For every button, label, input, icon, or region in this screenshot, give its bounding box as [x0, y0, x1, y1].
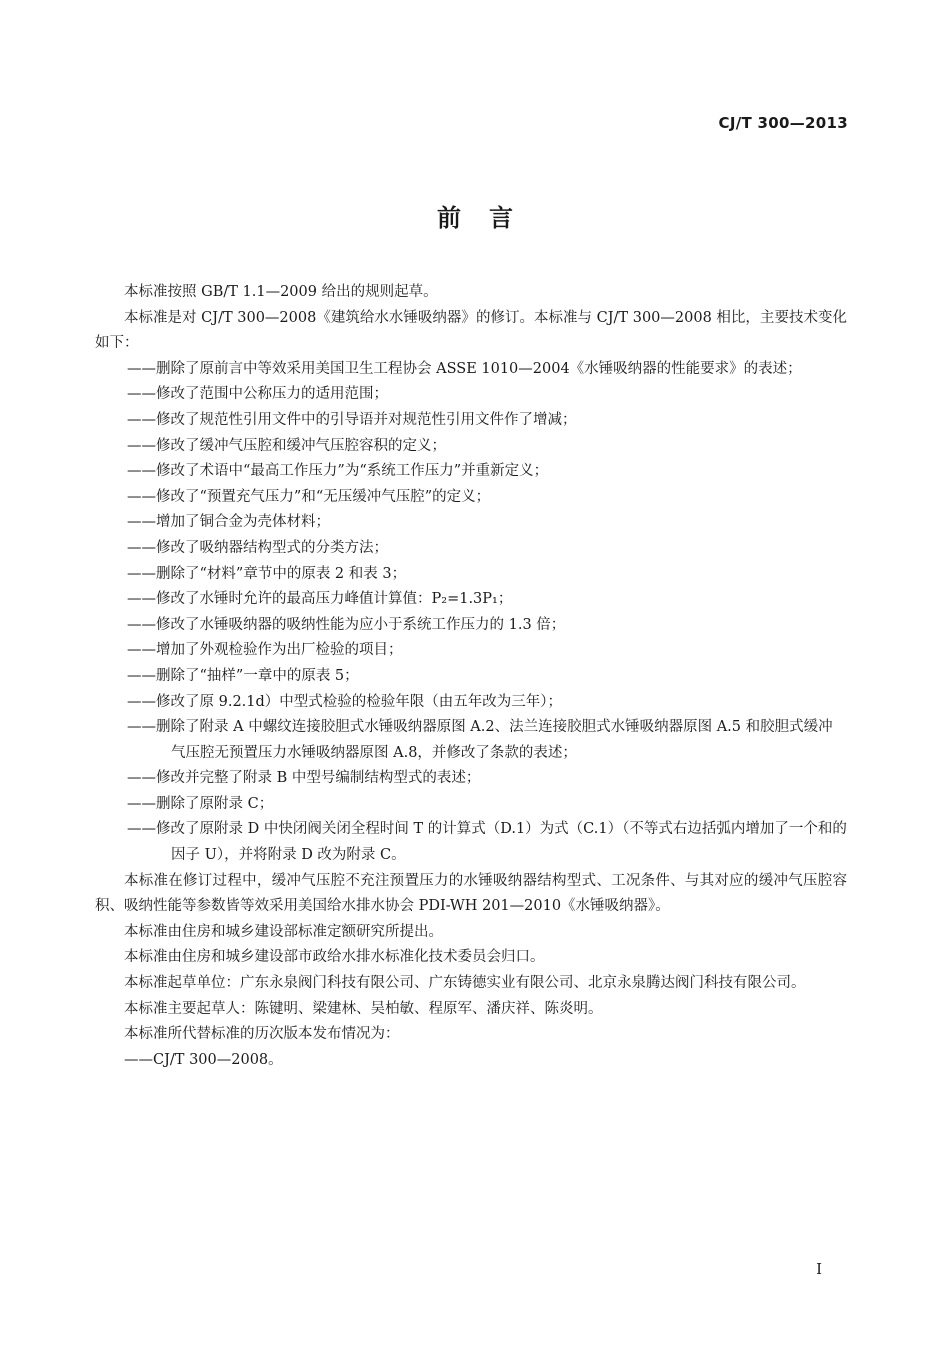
paragraph: 本标准按照 GB/T 1.1—2009 给出的规则起草。 [124, 284, 438, 300]
list-item: ——增加了外观检验作为出厂检验的项目； [127, 642, 403, 659]
paragraph: 本标准主要起草人：陈键明、梁建林、吴柏敏、程原军、潘庆祥、陈炎明。 [124, 1000, 603, 1017]
list-item: ——删除了原前言中等效采用美国卫生工程协会 ASSE 1010—2004《水锤吸纳器的性能要求》的表述； [127, 360, 802, 377]
paragraph: 本标准起草单位：广东永泉阀门科技有限公司、广东铸德实业有限公司、北京永泉腾达阀门科技有限公司。 [124, 975, 806, 992]
list-item: ——删除了“抽样”一章中的原表 5； [127, 667, 359, 684]
page-number: I [816, 1260, 822, 1278]
paragraph: 本标准是对 CJ/T 300—2008《建筑给水水锤吸纳器》的修订。本标准与 CJ/T 300—2008 相比，主要技术变化如下： [95, 309, 847, 352]
list-item: ——修改了水锤吸纳器的吸纳性能为应小于系统工作压力的 1.3 倍； [127, 616, 566, 633]
list-item: ——修改了术语中“最高工作压力”为“系统工作压力”并重新定义； [127, 463, 549, 480]
list-item: ——删除了“材料”章节中的原表 2 和表 3； [127, 565, 407, 582]
list-item: ——修改了原 9.2.1d）中型式检验的检验年限（由五年改为三年）； [127, 693, 563, 710]
list-item: ——修改并完整了附录 B 中型号编制结构型式的表述； [127, 770, 481, 787]
paragraph: 本标准所代替标准的历次版本发布情况为： [124, 1026, 400, 1043]
list-item: ——修改了缓冲气压腔和缓冲气压腔容积的定义； [127, 437, 446, 454]
list-item: ——删除了原附录 C； [127, 795, 274, 812]
previous-version-item: ——CJ/T 300—2008。 [124, 1051, 283, 1068]
list-item: ——修改了范围中公称压力的适用范围； [127, 386, 388, 403]
paragraph: 本标准在修订过程中，缓冲气压腔不充注预置压力的水锤吸纳器结构型式、工况条件、与其对应的缓冲气压腔容积、吸纳性能等参数皆等效采用美国给水排水协会 PDI-WH 201—2010《水锤吸纳器》。 [95, 872, 847, 915]
list-item: ——修改了原附录 D 中快闭阀关闭全程时间 T 的计算式（D.1）为式（C.1）（不等式右边括弧内增加了一个和的因子 U），并将附录 D 改为附录 C。 [127, 821, 847, 864]
list-item: ——删除了附录 A 中螺纹连接胶胆式水锤吸纳器原图 A.2、法兰连接胶胆式水锤吸纳器原图 A.5 和胶胆式缓冲气压腔无预置压力水锤吸纳器原图 A.8，并修改了条款的表述； [127, 719, 833, 761]
list-item: ——增加了铜合金为壳体材料； [127, 514, 330, 531]
page-title: 前言 [437, 203, 541, 232]
change-list [95, 357, 847, 869]
list-item: ——修改了规范性引用文件中的引导语并对规范性引用文件作了增减； [127, 411, 577, 428]
list-item: ——修改了水锤时允许的最高压力峰值计算值：P₂=1.3P₁； [127, 591, 513, 608]
paragraph: 本标准由住房和城乡建设部市政给水排水标准化技术委员会归口。 [124, 949, 545, 966]
document-body [95, 280, 847, 1073]
paragraph: 本标准由住房和城乡建设部标准定额研究所提出。 [124, 923, 443, 940]
list-item: ——修改了吸纳器结构型式的分类方法； [127, 539, 388, 556]
standard-number: CJ/T 300—2013 [718, 114, 848, 132]
list-item: ——修改了“预置充气压力”和“无压缓冲气压腔”的定义； [127, 488, 491, 505]
